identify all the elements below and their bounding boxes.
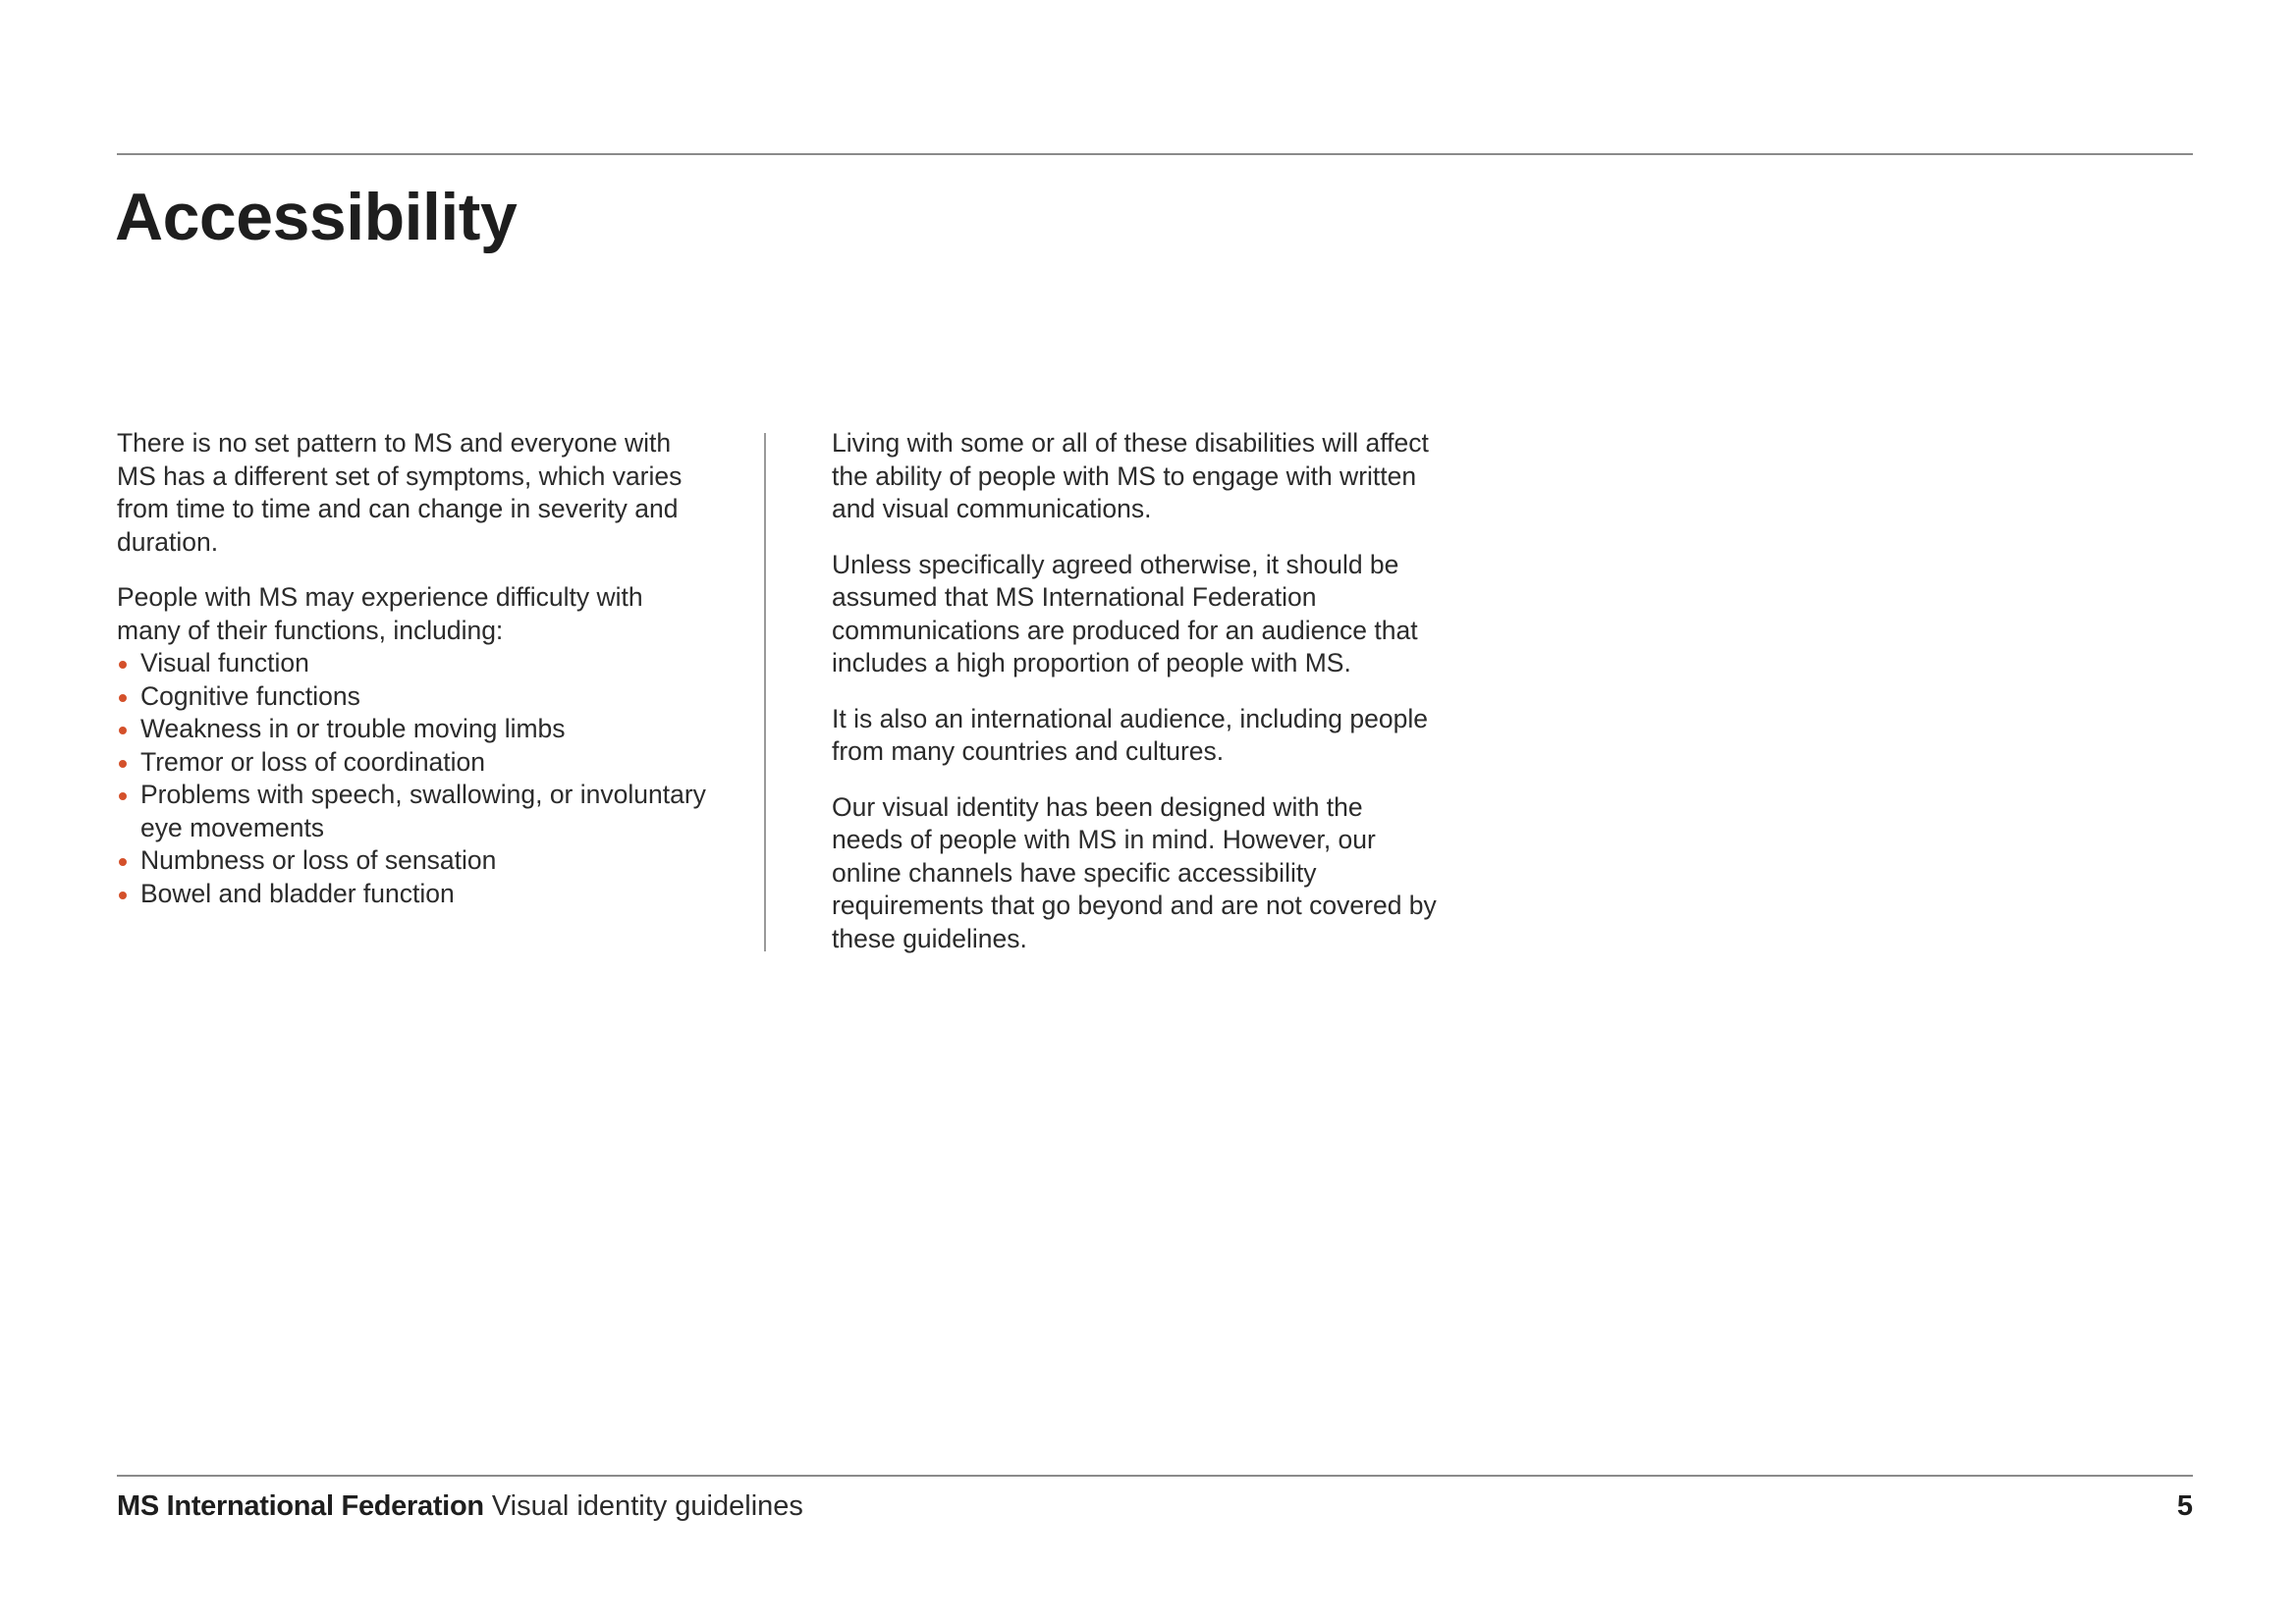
footer-document-name: Visual identity guidelines [491,1490,803,1522]
footer [117,1488,803,1524]
list-item: Cognitive functions [117,680,706,714]
bullet-icon [119,760,127,768]
footer-rule [117,1475,2193,1477]
functions-list [117,647,706,910]
bullet-icon [119,892,127,899]
list-item: Problems with speech, swallowing, or involuntary eye movements [117,779,706,844]
disabilities-paragraph: Living with some or all of these disabilities will affect the ability of people with MS to engage with written and visual communications. [832,428,1429,523]
list-item: Tremor or loss of coordination [117,746,706,780]
intro-paragraph: There is no set pattern to MS and everyone with MS has a different set of symptoms, which varies from time to time and can change in severity and duration. [117,428,683,557]
bullet-icon [119,858,127,866]
bullet-icon [119,694,127,702]
header-rule [117,153,2193,155]
right-column [832,427,1441,978]
bullet-icon [119,727,127,734]
bullet-icon [119,792,127,800]
bullet-icon [119,661,127,669]
list-item: Visual function [117,647,706,680]
online-channels-paragraph: Our visual identity has been designed with the needs of people with MS in mind. However, our online channels have specific accessibility requirements that go beyond and are not covered by these guidelines. [832,791,1437,953]
list-item: Bowel and bladder function [117,878,706,911]
international-paragraph: It is also an international audience, including people from many countries and cultures. [832,703,1428,766]
left-column [117,427,706,910]
column-divider [764,433,766,951]
list-item: Numbness or loss of sensation [117,844,706,878]
audience-paragraph: Unless specifically agreed otherwise, it should be assumed that MS International Federation communications are produced for an audience that includes a high proportion of people with MS. [832,549,1418,677]
page-title: Accessibility [115,180,518,254]
list-item: Weakness in or trouble moving limbs [117,713,706,746]
footer-organization: MS International Federation [117,1490,484,1522]
page-number: 5 [2176,1490,2193,1522]
functions-intro-paragraph: People with MS may experience difficulty with many of their functions, including: [117,582,643,645]
